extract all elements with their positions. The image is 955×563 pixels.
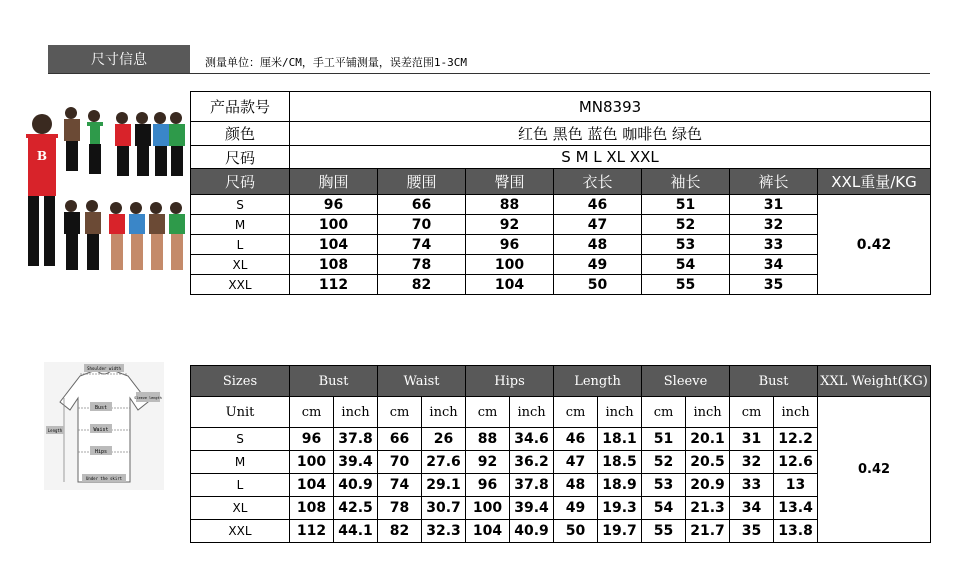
value-cell: 47 — [554, 215, 642, 235]
value-cell: 55 — [642, 520, 686, 543]
value-cell: 92 — [466, 451, 510, 474]
value-cell: 53 — [642, 235, 730, 255]
column-header: Sleeve — [642, 366, 730, 397]
value-cell: 104 — [290, 474, 334, 497]
column-header: 尺码 — [191, 169, 290, 195]
english-size-table — [190, 365, 931, 543]
info-row-sizes — [191, 146, 931, 169]
size-cell: XL — [191, 255, 290, 275]
value-cell: 19.3 — [598, 497, 642, 520]
value-cell: 30.7 — [422, 497, 466, 520]
model-figures — [20, 107, 185, 270]
value-cell: 88 — [466, 428, 510, 451]
value-cell: 66 — [378, 195, 466, 215]
unit-cm: cm — [378, 397, 422, 428]
column-header: Waist — [378, 366, 466, 397]
value-cell: 78 — [378, 255, 466, 275]
value-cell: 40.9 — [510, 520, 554, 543]
value-cell: 54 — [642, 497, 686, 520]
size-cell: M — [191, 451, 290, 474]
value-cell: 74 — [378, 235, 466, 255]
unit-inch: inch — [510, 397, 554, 428]
value-cell: 52 — [642, 451, 686, 474]
value-cell: 26 — [422, 428, 466, 451]
size-list: S M L XL XXL — [290, 146, 931, 169]
column-header: 臀围 — [466, 169, 554, 195]
column-header: 衣长 — [554, 169, 642, 195]
value-cell: 50 — [554, 520, 598, 543]
info-label: 颜色 — [191, 122, 290, 146]
value-cell: 70 — [378, 451, 422, 474]
value-cell: 32.3 — [422, 520, 466, 543]
value-cell: 12.6 — [774, 451, 818, 474]
info-label: 产品款号 — [191, 92, 290, 122]
value-cell: 51 — [642, 428, 686, 451]
size-cell: XXL — [191, 275, 290, 295]
size-info-label: 尺寸信息 — [91, 52, 147, 68]
value-cell: 104 — [466, 275, 554, 295]
value-cell: 50 — [554, 275, 642, 295]
header-row — [191, 366, 931, 397]
value-cell: 20.5 — [686, 451, 730, 474]
measurement-note: 测量单位：厘米/CM，手工平铺测量，误差范围1-3CM — [205, 56, 467, 69]
size-cell: M — [191, 215, 290, 235]
value-cell: 108 — [290, 255, 378, 275]
column-header: XXL Weight(KG) — [818, 366, 931, 397]
column-header: 袖长 — [642, 169, 730, 195]
svg-text:B: B — [36, 149, 48, 163]
value-cell: 40.9 — [334, 474, 378, 497]
value-cell: 82 — [378, 520, 422, 543]
value-cell: 48 — [554, 474, 598, 497]
value-cell: 37.8 — [334, 428, 378, 451]
value-cell: 20.9 — [686, 474, 730, 497]
value-cell: 13 — [774, 474, 818, 497]
unit-cm: cm — [290, 397, 334, 428]
size-cell: S — [191, 428, 290, 451]
value-cell: 48 — [554, 235, 642, 255]
value-cell: 51 — [642, 195, 730, 215]
value-cell: 46 — [554, 195, 642, 215]
value-cell: 39.4 — [510, 497, 554, 520]
value-cell: 96 — [290, 195, 378, 215]
size-cell: S — [191, 195, 290, 215]
column-header: Length — [554, 366, 642, 397]
unit-inch: inch — [598, 397, 642, 428]
value-cell: 36.2 — [510, 451, 554, 474]
value-cell: 66 — [378, 428, 422, 451]
value-cell: 35 — [730, 275, 818, 295]
value-cell: 108 — [290, 497, 334, 520]
unit-inch: inch — [422, 397, 466, 428]
weight-cell: 0.42 — [818, 195, 931, 295]
value-cell: 35 — [730, 520, 774, 543]
color-list: 红色 黑色 蓝色 咖啡色 绿色 — [290, 122, 931, 146]
value-cell: 34.6 — [510, 428, 554, 451]
size-cell: XL — [191, 497, 290, 520]
size-cell: XXL — [191, 520, 290, 543]
unit-cm: cm — [554, 397, 598, 428]
column-header: Bust — [730, 366, 818, 397]
value-cell: 49 — [554, 255, 642, 275]
value-cell: 112 — [290, 275, 378, 295]
style-number: MN8393 — [290, 92, 931, 122]
value-cell: 78 — [378, 497, 422, 520]
unit-cm: cm — [730, 397, 774, 428]
value-cell: 20.1 — [686, 428, 730, 451]
size-cell: L — [191, 474, 290, 497]
value-cell: 100 — [466, 497, 510, 520]
size-cell: L — [191, 235, 290, 255]
value-cell: 96 — [466, 474, 510, 497]
product-size-table — [190, 91, 931, 295]
value-cell: 100 — [466, 255, 554, 275]
value-cell: 54 — [642, 255, 730, 275]
value-cell: 104 — [466, 520, 510, 543]
value-cell: 47 — [554, 451, 598, 474]
waist-label: Waist — [93, 427, 109, 433]
value-cell: 42.5 — [334, 497, 378, 520]
value-cell: 32 — [730, 451, 774, 474]
value-cell: 53 — [642, 474, 686, 497]
value-cell: 52 — [642, 215, 730, 235]
column-header: 腰围 — [378, 169, 466, 195]
value-cell: 21.3 — [686, 497, 730, 520]
value-cell: 12.2 — [774, 428, 818, 451]
value-cell: 96 — [290, 428, 334, 451]
measurement-diagram — [44, 362, 164, 490]
length-label: Length — [47, 428, 63, 433]
weight-cell: 0.42 — [818, 397, 931, 543]
value-cell: 112 — [290, 520, 334, 543]
value-cell: 88 — [466, 195, 554, 215]
sleeve-label: Sleeve length — [134, 396, 162, 400]
value-cell: 31 — [730, 428, 774, 451]
value-cell: 100 — [290, 451, 334, 474]
value-cell: 33 — [730, 474, 774, 497]
value-cell: 31 — [730, 195, 818, 215]
value-cell: 100 — [290, 215, 378, 235]
value-cell: 55 — [642, 275, 730, 295]
unit-label: Unit — [191, 397, 290, 428]
unit-row — [191, 397, 931, 428]
unit-inch: inch — [774, 397, 818, 428]
value-cell: 46 — [554, 428, 598, 451]
value-cell: 44.1 — [334, 520, 378, 543]
column-header: Hips — [466, 366, 554, 397]
info-row-style — [191, 92, 931, 122]
value-cell: 39.4 — [334, 451, 378, 474]
value-cell: 74 — [378, 474, 422, 497]
value-cell: 34 — [730, 497, 774, 520]
value-cell: 19.7 — [598, 520, 642, 543]
header-divider — [48, 73, 930, 74]
value-cell: 37.8 — [510, 474, 554, 497]
value-cell: 21.7 — [686, 520, 730, 543]
value-cell: 32 — [730, 215, 818, 235]
unit-cm: cm — [642, 397, 686, 428]
value-cell: 13.8 — [774, 520, 818, 543]
column-header: Bust — [290, 366, 378, 397]
value-cell: 13.4 — [774, 497, 818, 520]
value-cell: 49 — [554, 497, 598, 520]
value-cell: 33 — [730, 235, 818, 255]
value-cell: 29.1 — [422, 474, 466, 497]
unit-inch: inch — [334, 397, 378, 428]
unit-cm: cm — [466, 397, 510, 428]
shoulder-label: Shoulder width — [87, 366, 121, 371]
value-cell: 18.9 — [598, 474, 642, 497]
column-header: Sizes — [191, 366, 290, 397]
column-header: 胸围 — [290, 169, 378, 195]
unit-inch: inch — [686, 397, 730, 428]
value-cell: 96 — [466, 235, 554, 255]
value-cell: 34 — [730, 255, 818, 275]
hem-label: Under the skirt — [85, 476, 123, 481]
value-cell: 70 — [378, 215, 466, 235]
hips-label: Hips — [94, 449, 108, 455]
column-header: XXL重量/KG — [818, 169, 931, 195]
info-label: 尺码 — [191, 146, 290, 169]
value-cell: 27.6 — [422, 451, 466, 474]
value-cell: 82 — [378, 275, 466, 295]
header-row — [191, 169, 931, 195]
model-photo — [16, 100, 188, 280]
value-cell: 18.5 — [598, 451, 642, 474]
value-cell: 92 — [466, 215, 554, 235]
size-info-tab — [48, 45, 190, 73]
column-header: 裤长 — [730, 169, 818, 195]
value-cell: 104 — [290, 235, 378, 255]
table-row — [191, 195, 931, 215]
bust-label: Bust — [94, 405, 108, 411]
info-row-color — [191, 122, 931, 146]
value-cell: 18.1 — [598, 428, 642, 451]
